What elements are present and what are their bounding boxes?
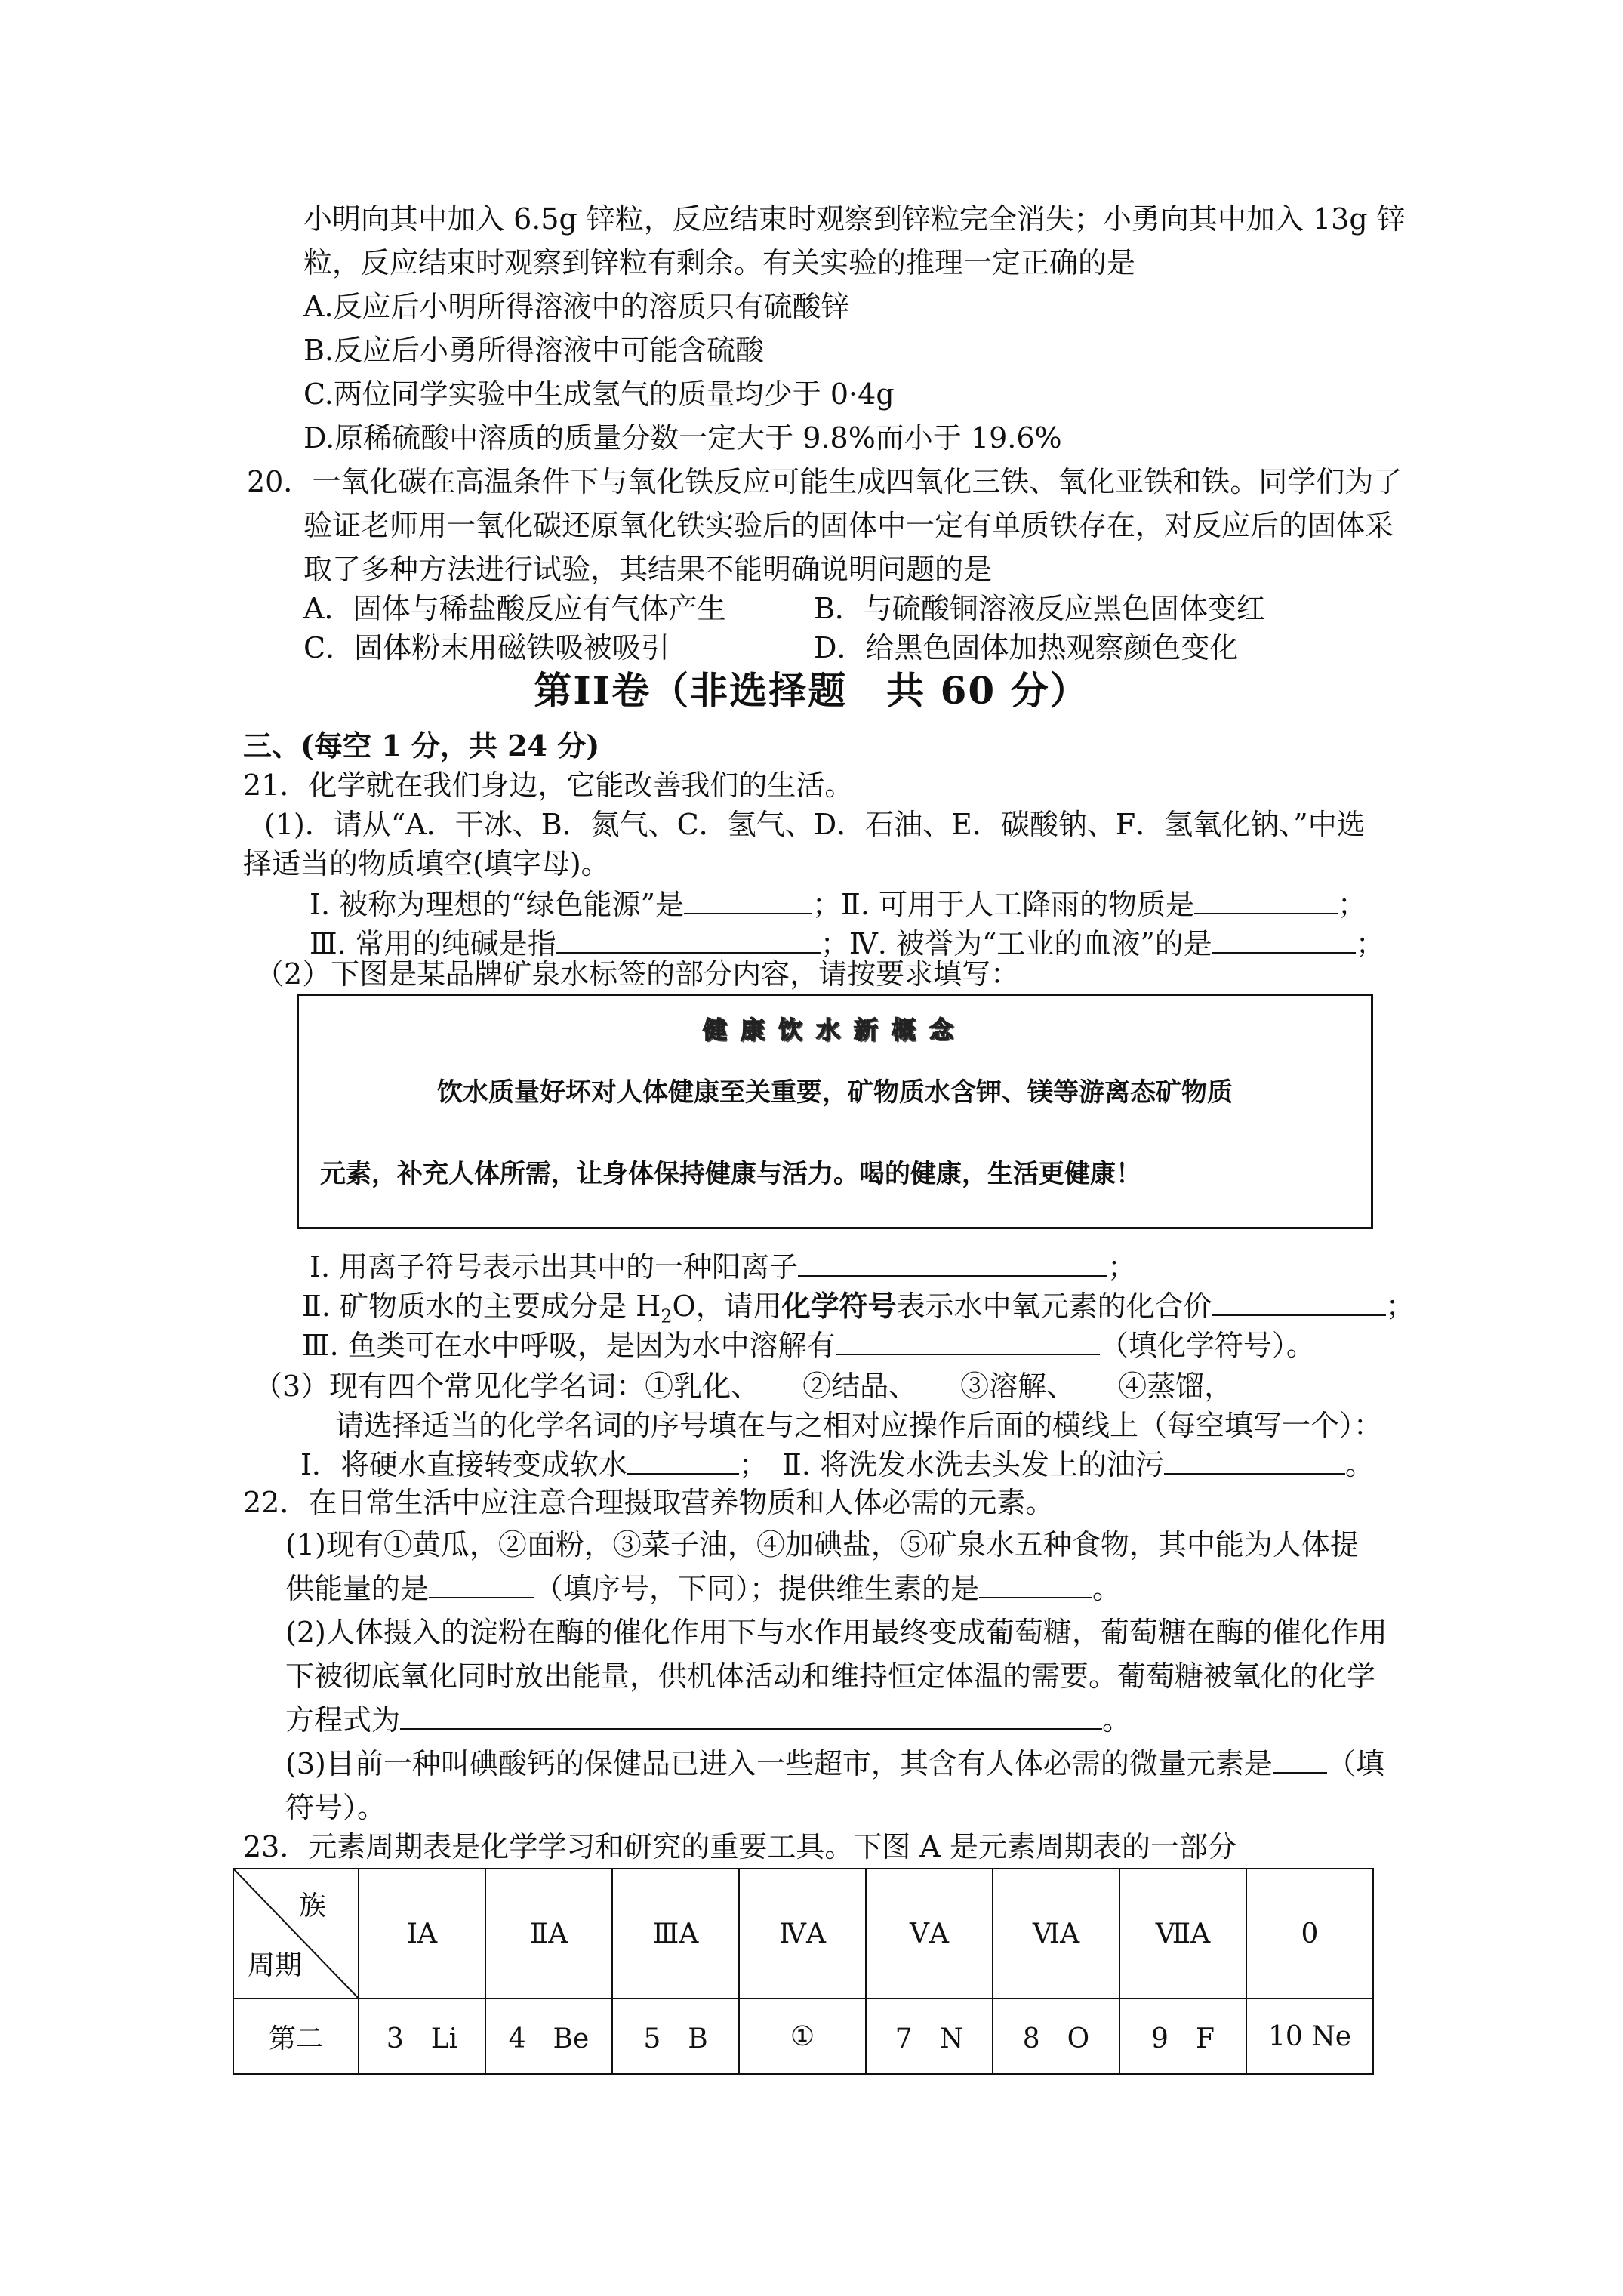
element-cell: 4 Be [485,1999,612,2074]
q22-part1-text-a: 供能量的是 [285,1572,430,1605]
group-header: ⅡA [485,1869,612,1999]
q21-stem: 21．化学就在我们身边，它能改善我们的生活。 [243,769,854,802]
q21-sub-3 [302,1324,1315,1367]
group-label: 族 [298,1891,326,1922]
q21-sub-3-text-b: （填化学符号）。 [1099,1329,1315,1362]
mineral-water-label [297,994,1373,1229]
q22-part2-line-1: (2)人体摄入的淀粉在酶的催化作用下与水作用最终变成葡萄糖，葡萄糖在酶的催化作用 [285,1616,1387,1649]
q20-line-1: 20．一氧化碳在高温条件下与氧化铁反应可能生成四氧化三铁、氧化亚铁和铁。同学们为了 [247,465,1403,498]
answer-blank-glucose-equation[interactable] [400,1701,1102,1730]
element-cell: 10 Ne [1246,1999,1373,2074]
q21-sub-2-text-a: Ⅱ. 矿物质水的主要成分是 H [302,1290,661,1323]
q21-item-1: Ⅰ. 被称为理想的“绿色能源”是 [310,888,685,921]
answer-blank-vitamin-food[interactable] [979,1570,1092,1598]
q21-item-4: Ⅳ. 被誉为“工业的血液”的是 [848,927,1212,960]
group-header: ⅣA [739,1869,866,1999]
separator: ； [1385,1290,1415,1323]
chemical-symbol-emphasis: 化学符号 [781,1289,897,1323]
table-header-row [233,1869,1373,1999]
element-cell: ① [739,1999,866,2074]
answer-blank-shampoo[interactable] [1164,1446,1345,1475]
q21-part3-item-2: Ⅱ. 将洗发水洗去头发上的油污 [782,1448,1165,1481]
period-row-label: 第二 [233,1999,359,2074]
answer-blank-oxygen-valence[interactable] [1212,1287,1386,1316]
answer-blank-trace-element[interactable] [1273,1745,1327,1774]
q21-part1-line-2: 择适当的物质填空(填字母)。 [243,847,610,880]
label-title: 健康饮水新概念 [702,1015,967,1044]
q20-line-2: 验证老师用一氧化碳还原氧化铁实验后的固体中一定有单质铁存在，对反应后的固体采 [303,509,1394,542]
q21-sub-3-text-a: Ⅲ. 鱼类可在水中呼吸，是因为水中溶解有 [302,1329,836,1362]
element-cell: 8 O [993,1999,1119,2074]
q21-sub-1-text: Ⅰ. 用离子符号表示出其中的一种阳离子 [310,1250,799,1284]
answer-blank-green-energy[interactable] [684,886,812,914]
separator: 。 [1345,1448,1375,1481]
period-label: 周期 [248,1950,303,1981]
q20-option-b: B．与硫酸铜溶液反应黑色固体变红 [814,592,1265,625]
q22-part2-text-a: 方程式为 [285,1703,401,1737]
separator: ； [1107,1250,1137,1284]
group-header: ⅠA [359,1869,485,1999]
q23-stem: 23．元素周期表是化学学习和研究的重要工具。下图 A 是元素周期表的一部分 [243,1830,1236,1863]
group-header: ⅥA [993,1869,1119,1999]
q22-stem: 22．在日常生活中应注意合理摄取营养物质和人体必需的元素。 [243,1486,1055,1519]
q21-fill-row-1 [310,883,1366,926]
q21-part3-items [300,1444,1374,1486]
q20-option-a: A．固体与稀盐酸反应有气体产生 [303,592,726,625]
q21-part1-line-1: (1)．请从“A．干冰、B．氮气、C．氢气、D．石油、E．碳酸钠、F．氢氧化钠、”中选 [264,808,1366,841]
q22-part1-text-c: 。 [1092,1572,1122,1605]
group-header: 0 [1246,1869,1373,1999]
label-text-line-2: 元素，补充人体所需，让身体保持健康与活力。喝的健康，生活更健康！ [320,1159,1141,1189]
separator: ； [820,927,849,960]
q22-part2-line-2: 下被彻底氧化同时放出能量，供机体活动和维持恒定体温的需要。葡萄糖被氧化的化学 [285,1660,1376,1693]
q21-sub-2-text-c: 表示水中氧元素的化合价 [896,1290,1212,1323]
q21-part3-line-1: （3）现有四个常见化学名词：①乳化、 ②结晶、 ③溶解、 ④蒸馏， [254,1370,1233,1403]
period-2-row [233,1999,1373,2074]
part-2-title: 第II卷（非选择题 共 60 分） [534,668,1089,713]
separator: ； [1355,927,1384,960]
q22-part3-text-a: (3)目前一种叫碘酸钙的保健品已进入一些超市，其含有人体必需的微量元素是 [285,1747,1273,1780]
answer-blank-dissolved-gas[interactable] [836,1327,1100,1355]
q22-part2-line-3 [285,1699,1131,1741]
separator: ； [812,888,842,921]
q21-part2-intro: （2）下图是某品牌矿泉水标签的部分内容，请按要求填写： [255,957,1020,991]
q22-part1-text-b: （填序号，下同）；提供维生素的是 [534,1572,980,1605]
q22-part3-line-2: 符号）。 [285,1791,387,1824]
element-cell: 9 F [1119,1999,1246,2074]
q20-option-d: D．给黑色固体加热观察颜色变化 [814,631,1239,664]
group-header: ⅢA [612,1869,739,1999]
q19-option-d: D.原稀硫酸中溶质的质量分数一定大于 9.8%而小于 19.6% [303,421,1062,455]
q19-option-a: A.反应后小明所得溶液中的溶质只有硫酸锌 [303,290,850,323]
q19-option-c: C.两位同学实验中生成氢气的质量均少于 0·4g [303,378,895,411]
element-cell: 5 B [612,1999,739,2074]
q19-line-2: 粒，反应结束时观察到锌粒有剩余。有关实验的推理一定正确的是 [303,246,1136,279]
element-cell: 7 N [866,1999,993,2074]
q19-line-1: 小明向其中加入 6.5g 锌粒，反应结束时观察到锌粒完全消失；小勇向其中加入 13g 锌 [303,202,1406,236]
q19-option-b: B.反应后小勇所得溶液中可能含硫酸 [303,334,765,367]
q22-part1-line-1: (1)现有①黄瓜，②面粉，③菜子油，④加碘盐，⑤矿泉水五种食物，其中能为人体提 [285,1528,1359,1561]
element-cell: 3 Li [359,1999,485,2074]
q20-option-c: C．固体粉末用磁铁吸被吸引 [303,631,670,664]
q22-part2-text-b: 。 [1102,1703,1132,1737]
section-3-heading: 三、(每空 1 分，共 24 分) [243,729,600,763]
answer-blank-energy-food[interactable] [429,1570,534,1598]
table-corner-cell [233,1869,359,1999]
q21-part3-line-2: 请选择适当的化学名词的序号填在与之相对应操作后面的横线上（每空填写一个）： [335,1409,1383,1442]
q21-item-2: Ⅱ. 可用于人工降雨的物质是 [841,888,1195,921]
separator: ； [739,1448,754,1481]
q20-line-3: 取了多种方法进行试验，其结果不能明确说明问题的是 [303,553,993,586]
q22-part3-text-b: （填 [1326,1747,1384,1780]
q21-sub-2-text-b: O，请用 [672,1290,782,1323]
label-text-line-1: 饮水质量好坏对人体健康至关重要，矿物质水含钾、镁等游离态矿物质 [437,1077,1233,1108]
h2o-subscript: 2 [661,1305,673,1327]
answer-blank-cation[interactable] [798,1248,1107,1277]
q21-part3-item-1: Ⅰ．将硬水直接转变成软水 [300,1448,628,1481]
q21-sub-1 [310,1246,1136,1288]
q22-part1-line-2 [285,1567,1121,1610]
separator: ； [1338,888,1367,921]
answer-blank-industrial-blood[interactable] [1212,925,1356,954]
answer-blank-soften-water[interactable] [627,1446,739,1475]
q21-item-3: Ⅲ. 常用的纯碱是指 [310,927,556,960]
group-header: ⅦA [1119,1869,1246,1999]
q22-part3-line-1 [285,1743,1384,1785]
answer-blank-soda-ash[interactable] [556,925,821,954]
group-header: ⅤA [866,1869,993,1999]
periodic-table-fragment [233,1868,1374,2075]
answer-blank-rain-seeding[interactable] [1194,886,1338,914]
